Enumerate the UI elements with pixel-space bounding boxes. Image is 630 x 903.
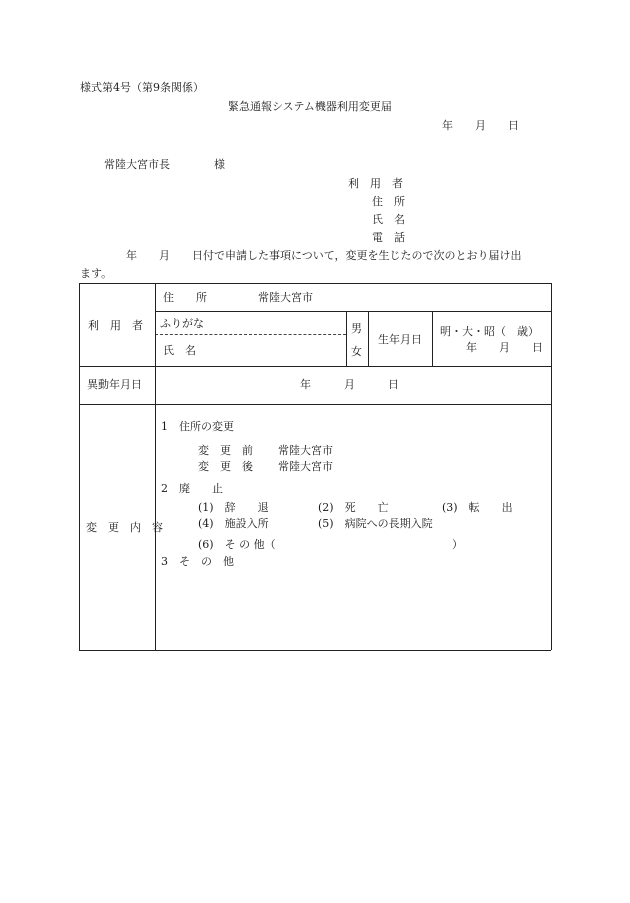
change-date-label: 異動年月日 <box>87 378 142 391</box>
era-options[interactable]: 明・大・昭（ 歳） <box>440 325 539 338</box>
option-death[interactable]: (2) 死 亡 <box>318 501 389 514</box>
option-other-close: ） <box>452 538 463 551</box>
birthdate-label: 生年月日 <box>378 333 422 346</box>
address-value[interactable]: 常陸大宮市 <box>258 291 313 304</box>
applicant-address-label: 住 所 <box>372 195 405 208</box>
body-text-line2: ます。 <box>80 267 113 280</box>
body-text-line1: 年 月 日付で申請した事項について，変更を生じたので次のとおり届け出 <box>126 249 522 262</box>
sex-female[interactable]: 女 <box>351 345 362 358</box>
name-label: 氏 名 <box>163 344 196 357</box>
item1-title: 1 住所の変更 <box>161 420 234 433</box>
item2-title: 2 廃 止 <box>161 482 223 495</box>
applicant-name-label: 氏 名 <box>372 213 405 226</box>
option-facility-admission[interactable]: (4) 施設入所 <box>198 517 269 530</box>
option-withdrawal[interactable]: (1) 辞 退 <box>198 501 269 514</box>
birthdate-ymd[interactable]: 年 月 日 <box>466 341 543 354</box>
user-label: 利 用 者 <box>88 319 143 332</box>
option-long-term-hospitalization[interactable]: (5) 病院への長期入院 <box>318 517 433 530</box>
item1-after-value[interactable]: 常陸大宮市 <box>278 460 333 473</box>
document-title: 緊急通報システム機器利用変更届 <box>228 100 392 113</box>
item1-before-value[interactable]: 常陸大宮市 <box>278 444 333 457</box>
applicant-phone-label: 電 話 <box>372 231 405 244</box>
change-date-ymd[interactable]: 年 月 日 <box>300 378 399 391</box>
option-other[interactable]: (6) そ の 他（ <box>198 538 276 551</box>
item1-before-label: 変 更 前 <box>198 444 253 457</box>
sex-male[interactable]: 男 <box>351 322 362 335</box>
item1-after-label: 変 更 後 <box>198 460 253 473</box>
furigana-label: ふりがな <box>160 317 204 330</box>
applicant-user-label: 利 用 者 <box>348 177 403 190</box>
addressee: 常陸大宮市長 様 <box>104 158 225 171</box>
item3-title: 3 そ の 他 <box>161 555 234 568</box>
address-label: 住 所 <box>163 291 207 304</box>
option-moving-out[interactable]: (3) 転 出 <box>442 501 513 514</box>
submission-date: 年 月 日 <box>442 119 519 132</box>
change-content-label: 変 更 内 容 <box>86 521 163 534</box>
form-number: 様式第4号（第9条関係） <box>80 81 204 94</box>
